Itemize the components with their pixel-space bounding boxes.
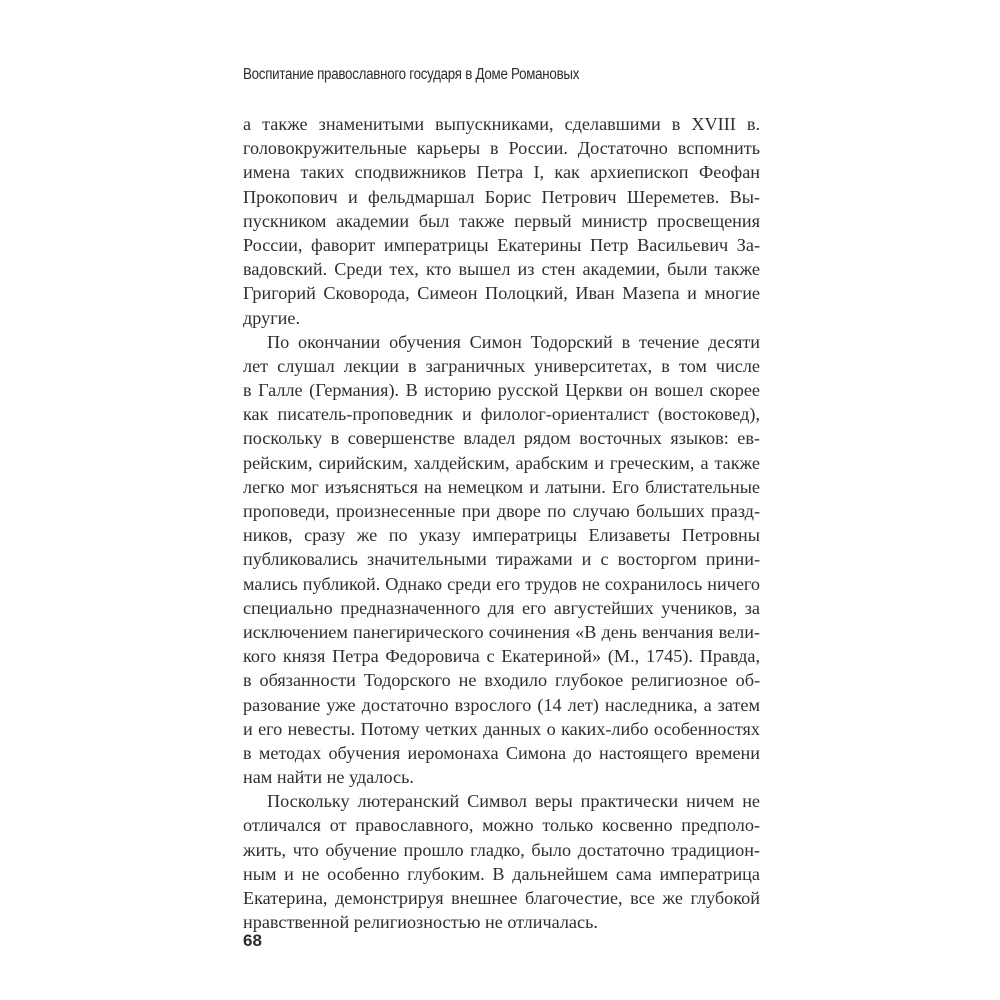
text-line: жить, что обучение прошло гладко, было достаточно традицион-: [243, 839, 760, 860]
text-line: Екатерина, демонстрируя внешнее благочестие, все же глубокой: [243, 888, 760, 908]
text-line: Прокопович и фельдмаршал Борис Петрович Шереметев. Вы-: [243, 186, 760, 207]
text-line: проповеди, произнесенные при дворе по случаю больших празд-: [243, 501, 760, 521]
text-line: рейским, сирийским, халдейским, арабским и греческим, а также: [243, 452, 760, 473]
text-line: нравственной религиозностью не отличалась.: [243, 912, 598, 933]
text-line: легко мог изъясняться на немецком и латыни. Его блистательные: [243, 476, 760, 497]
text-line: кого князя Петра Федоровича с Екатериной» (М., 1745). Правда,: [243, 646, 760, 667]
text-line: в Галле (Германия). В историю русской Церкви он вошел скорее: [243, 380, 760, 401]
text-line: По окончании обучения Симон Тодорский в течение десяти: [267, 331, 760, 352]
text-line: нам найти не удалось.: [243, 767, 414, 788]
paragraph-3: [243, 789, 760, 934]
text-line: имена таких сподвижников Петра I, как архиепископ Феофан: [243, 162, 760, 183]
text-line: поскольку в совершенстве владел рядом восточных языков: ев-: [243, 428, 760, 449]
text-line: в методах обучения иеромонаха Симона до настоящего времени: [243, 742, 760, 763]
text-line: разование уже достаточно взрослого (14 лет) наследника, а затем: [243, 694, 760, 715]
text-line: лет слушал лекции в заграничных университетах, в том числе: [243, 355, 760, 376]
text-line: пускником академии был также первый министр просвещения: [243, 210, 760, 231]
text-line: а также знаменитыми выпускниками, сделавшими в XVIII в.: [243, 114, 760, 134]
text-line: ников, сразу же по указу императрицы Елизаветы Петровны: [243, 525, 760, 546]
text-line: другие.: [243, 307, 301, 328]
text-line: Поскольку лютеранский Символ веры практически ничем не: [267, 791, 760, 812]
text-line: специально предназначенного для его августейших учеников, за: [243, 597, 760, 618]
paragraph-1: [243, 112, 760, 330]
running-head: Воспитание православного государя в Доме Романовых: [243, 66, 580, 83]
paragraph-2: [243, 330, 760, 790]
text-line: мались публикой. Однако среди его трудов не сохранилось ничего: [243, 573, 760, 594]
text-line: и его невесты. Потому четких данных о каких-либо особенностях: [243, 718, 760, 739]
text-line: России, фаворит императрицы Екатерины Петр Васильевич За-: [243, 234, 760, 255]
text-line: Григорий Сковорода, Симеон Полоцкий, Иван Мазепа и многие: [243, 283, 760, 304]
text-line: публиковались значительными тиражами и с восторгом прини-: [243, 549, 760, 570]
page-number: 68: [243, 931, 262, 950]
text-line: вадовский. Среди тех, кто вышел из стен академии, были также: [243, 259, 760, 280]
text-line: головокружительные карьеры в России. Достаточно вспомнить: [243, 138, 760, 159]
text-line: как писатель-проповедник и филолог-ориенталист (востоковед),: [243, 404, 760, 425]
text-line: исключением панегирического сочинения «В день венчания вели-: [243, 621, 760, 642]
text-line: отличался от православного, можно только косвенно предполо-: [243, 815, 760, 836]
text-line: ным и не особенно глубоким. В дальнейшем сама императрица: [243, 863, 760, 884]
text-line: в обязанности Тодорского не входило глубокое религиозное об-: [243, 670, 760, 691]
body-text: [243, 112, 760, 934]
